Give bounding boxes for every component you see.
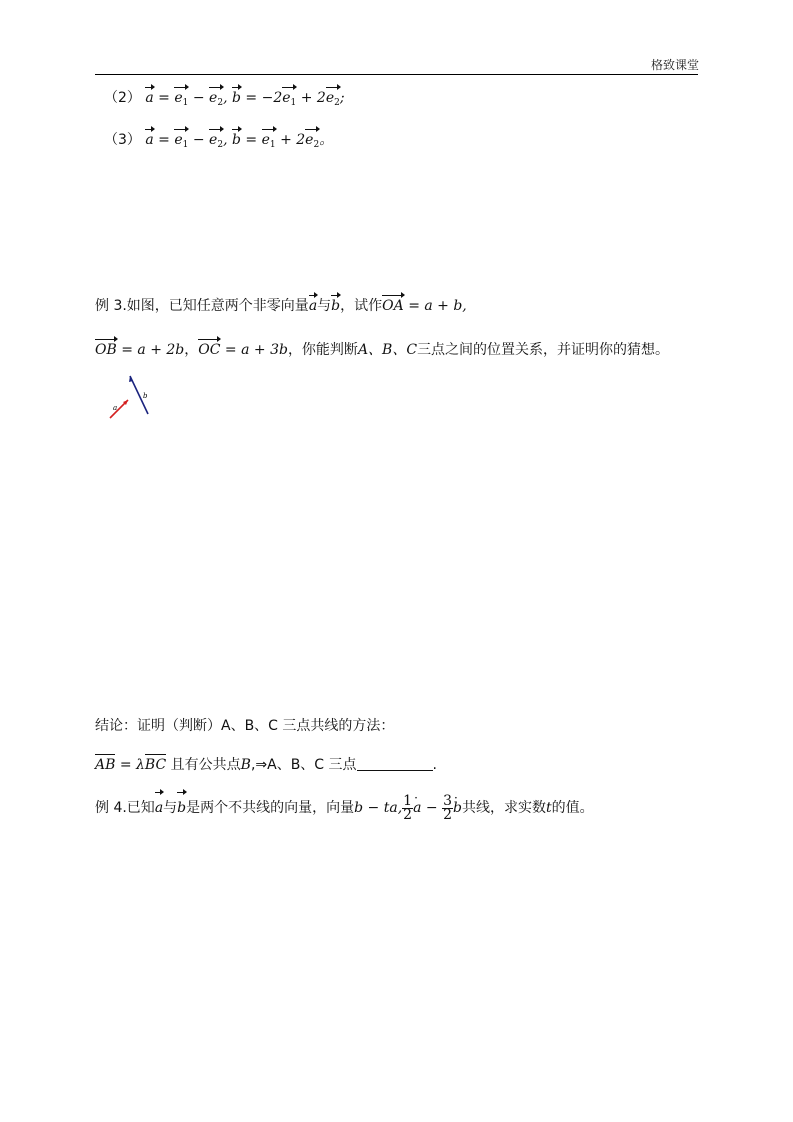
conclusion-end: . — [432, 757, 437, 773]
example-4-intro: 例 4.已知 — [95, 800, 155, 816]
rhs-pre: = λ — [119, 757, 145, 773]
item-3-formula: $a = e_1 - e_2$, $b = e_1 + 2e_2$。 — [145, 132, 333, 148]
answer-blank[interactable] — [357, 756, 433, 771]
vector-ob: OB — [95, 342, 117, 358]
implies-text: ,⇒A、B、C 三点 — [250, 757, 357, 773]
header-rule — [95, 74, 698, 75]
conclusion-formula — [95, 755, 437, 775]
points-abc: A、B、C — [357, 342, 418, 358]
ex4-mid: 是两个不共线的向量，向量 — [186, 800, 355, 816]
cond-text: 且有公共点 — [170, 757, 241, 773]
ex4-tail: 共线，求实数 — [461, 800, 546, 816]
question-pre: ，你能判断 — [287, 342, 358, 358]
try-make: ，试作 — [340, 298, 383, 314]
vector-ab: AB — [95, 757, 116, 773]
point-b: B — [240, 757, 251, 773]
vector-bc: BC — [144, 757, 167, 773]
example-3-line-2 — [95, 340, 669, 360]
separator: ， — [184, 342, 199, 358]
example-3-line-1 — [95, 296, 467, 316]
conj-with: 与 — [317, 298, 332, 314]
figure-label-b: b — [143, 392, 148, 400]
ex4-minus: − — [425, 800, 438, 816]
example-4 — [95, 793, 594, 823]
vector-figure — [106, 368, 172, 426]
item-2 — [104, 88, 345, 113]
vector-figure-svg — [106, 368, 172, 426]
item-2-label: （2） — [104, 90, 141, 106]
item-3 — [104, 130, 333, 155]
ex4-vector-b: b — [177, 793, 186, 823]
frac-three-half: $\frac{3}{2}$ — [443, 792, 452, 823]
ob-expr: = a + 2b — [121, 342, 185, 358]
oc-expr: = a + 3b — [224, 342, 288, 358]
frac-one-half: $\frac{1}{2}$ — [403, 792, 413, 823]
ex4-dot-a: a · — [413, 793, 421, 823]
ex4-conj: 与 — [163, 800, 178, 816]
header-brand: 格致课堂 — [650, 58, 699, 72]
ex4-dot-b: b · — [453, 793, 462, 823]
item-2-formula: $a = e_1 - e_2$, $b = -2e_1 + 2e_2$; — [145, 90, 344, 106]
ex4-end: 的值。 — [551, 800, 594, 816]
oa-expr: = a + b, — [408, 298, 467, 314]
example-3-intro: 例 3.如图，已知任意两个非零向量 — [95, 298, 309, 314]
ex4-vec1: b − ta, — [354, 800, 403, 816]
item-3-label: （3） — [104, 132, 141, 148]
ex4-vector-a: a — [155, 793, 163, 823]
figure-label-a: a — [113, 404, 118, 412]
conclusion-title: 结论：证明（判断）A、B、C 三点共线的方法： — [95, 718, 395, 734]
vector-oc: OC — [198, 342, 221, 358]
vector-oa: OA — [382, 298, 404, 314]
ex4-t: t — [545, 800, 552, 816]
vector-b: b — [331, 298, 341, 314]
vector-a: a — [308, 298, 318, 314]
question-mid: 三点之间的位置关系，并证明你的猜想。 — [417, 342, 670, 358]
